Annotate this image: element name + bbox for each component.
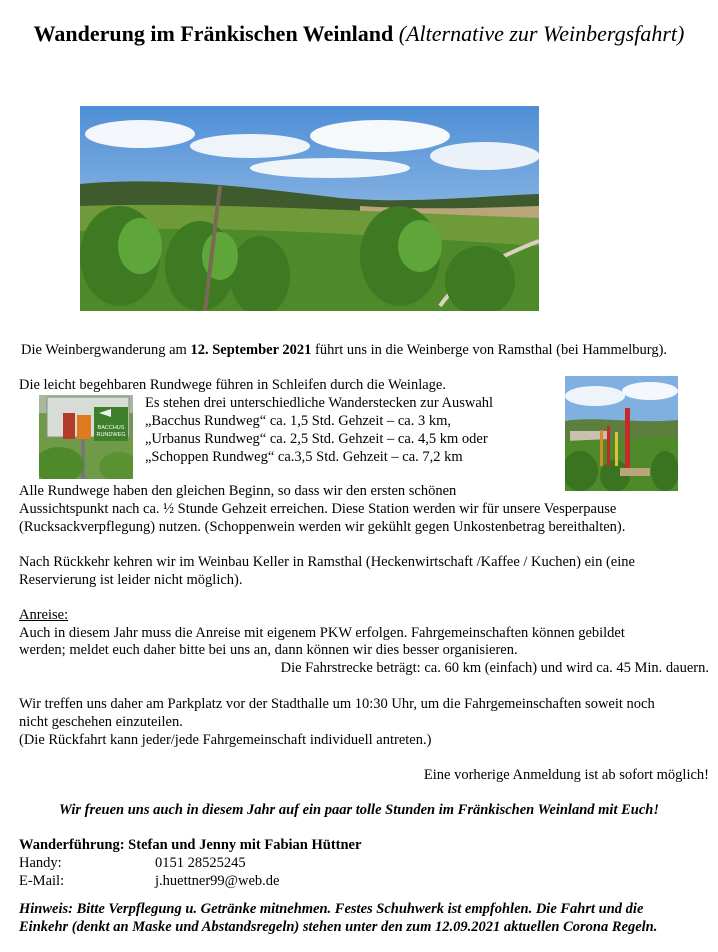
- email-address[interactable]: j.huettner99@web.de: [155, 873, 280, 889]
- vineyard-photo: [80, 106, 539, 311]
- route-item-bacchus: „Bacchus Rundweg“ ca. 1,5 Std. Gehzeit – ca. 3 km,: [145, 413, 452, 429]
- route-sign-photo: [39, 395, 133, 479]
- intro-after: führt uns in die Weinberge von Ramsthal (bei Hammelburg).: [311, 342, 668, 358]
- return-line-2: Reservierung ist leider nicht möglich).: [19, 572, 243, 588]
- closing-line: Wir freuen uns auch in diesem Jahr auf ein paar tolle Stunden im Fränkischen Weinland mit Euch!: [58, 802, 659, 818]
- meet-line-2: nicht geschehen einzuteilen.: [19, 714, 183, 730]
- intro-before: Die Weinbergwanderung am: [21, 342, 191, 358]
- start-line-2: Aussichtspunkt nach ca. ½ Stunde Gehzeit erreichen. Diese Station werden wir für unsere Vesperpause: [19, 501, 617, 517]
- travel-line-3: Die Fahrstrecke beträgt: ca. 60 km (einfach) und wird ca. 45 Min. dauern.: [280, 660, 709, 676]
- vineyard-art-photo: [565, 376, 678, 491]
- route-item-urbanus: „Urbanus Rundweg“ ca. 2,5 Std. Gehzeit – ca. 4,5 km oder: [145, 431, 488, 447]
- note-line-2: Einkehr (denkt an Maske und Abstandsregeln) stehen unter den zum 12.09.2021 aktuellen Corona Regeln.: [19, 919, 658, 935]
- travel-line-2: werden; meldet euch daher bitte bei uns an, dann können wir dies besser organisieren.: [19, 642, 518, 658]
- route-item-schoppen: „Schoppen Rundweg“ ca.3,5 Std. Gehzeit – ca. 7,2 km: [145, 449, 463, 465]
- title-main: Wanderung im Fränkischen Weinland: [33, 21, 394, 46]
- sign-text-1: BACCHUS: [97, 425, 125, 431]
- phone-label: Handy:: [19, 855, 62, 871]
- registration-note: Eine vorherige Anmeldung ist ab sofort möglich!: [423, 767, 709, 783]
- leaders-line: Wanderführung: Stefan und Jenny mit Fabian Hüttner: [19, 837, 362, 853]
- intro-text: [21, 341, 667, 359]
- phone-number: 0151 28525245: [155, 855, 246, 871]
- email-label: E-Mail:: [19, 873, 65, 889]
- sign-text-2: RUNDWEG: [96, 432, 126, 438]
- meet-line-3: (Die Rückfahrt kann jeder/jede Fahrgemeinschaft individuell antreten.): [19, 732, 432, 748]
- title-sub: (Alternative zur Weinbergsfahrt): [398, 21, 685, 46]
- travel-heading: Anreise:: [19, 607, 69, 623]
- page-title: [0, 20, 718, 48]
- travel-line-1: Auch in diesem Jahr muss die Anreise mit eigenem PKW erfolgen. Fahrgemeinschaften können gebildet: [19, 625, 625, 641]
- meet-line-1: Wir treffen uns daher am Parkplatz vor der Stadthalle um 10:30 Uhr, um die Fahrgemeinschaften soweit noch: [19, 696, 655, 712]
- return-line-1: Nach Rückkehr kehren wir im Weinbau Keller in Ramsthal (Heckenwirtschaft /Kaffee / Kuchen) ein (eine: [19, 554, 635, 570]
- routes-line-1: Die leicht begehbaren Rundwege führen in Schleifen durch die Weinlage.: [19, 377, 446, 393]
- start-line-1: Alle Rundwege haben den gleichen Beginn, so dass wir den ersten schönen: [19, 483, 457, 499]
- routes-line-2: Es stehen drei unterschiedliche Wanderstecken zur Auswahl: [145, 395, 494, 411]
- note-line-1: Hinweis: Bitte Verpflegung u. Getränke mitnehmen. Festes Schuhwerk ist empfohlen. Die Fahrt und die: [19, 901, 644, 917]
- start-line-3: (Rucksackverpflegung) nutzen. (Schoppenwein werden wir gekühlt gegen Unkostenbetrag bereithalten).: [19, 519, 626, 535]
- intro-date: 12. September 2021: [190, 342, 312, 358]
